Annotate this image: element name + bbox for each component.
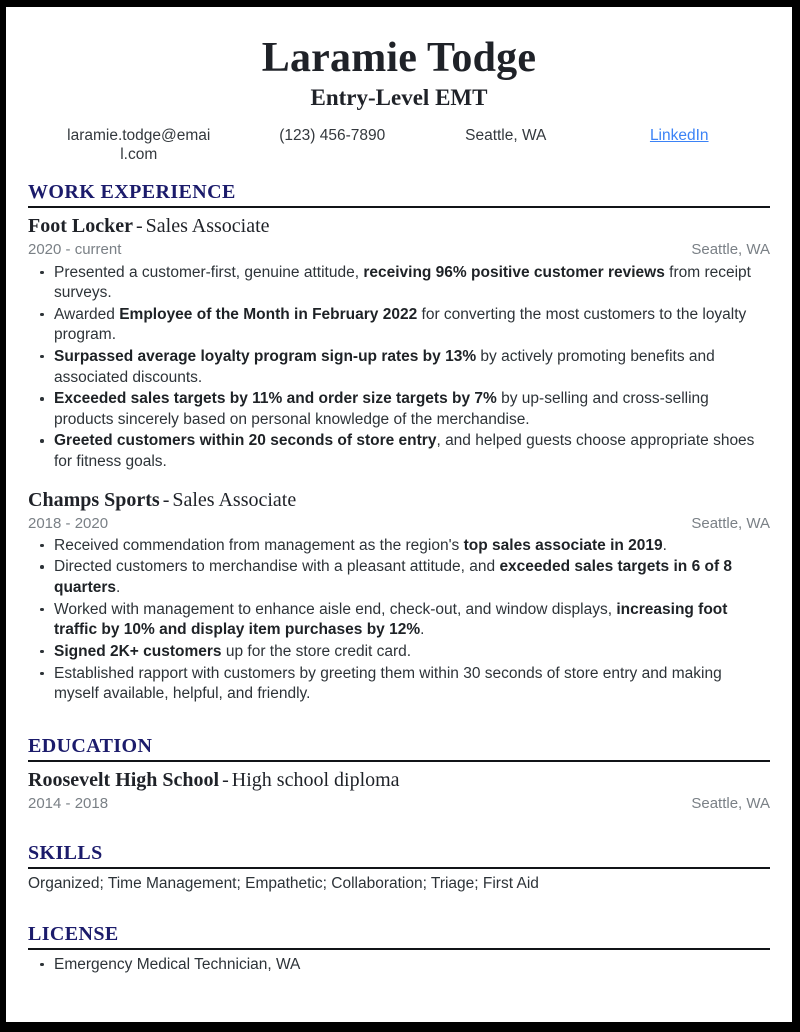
entry-separator: - (135, 215, 143, 238)
section-title-education: EDUCATION (28, 734, 153, 757)
list-item (28, 955, 770, 976)
contact-email[interactable]: laramie.todge@email.com (67, 126, 211, 164)
entry-heading (28, 213, 770, 239)
bullet-text: . (662, 536, 667, 554)
bullet-text: for converting the most customers to the loyalty program. (54, 305, 747, 344)
bullet-text: Directed customers to merchandise with a pleasant attitude, and (54, 558, 500, 576)
resume-entry (28, 767, 770, 814)
entry-dates: 2020 - current (28, 241, 122, 259)
linkedin-link[interactable]: LinkedIn (649, 126, 709, 144)
entry-role: Sales Associate (145, 215, 270, 238)
bullet-emphasis: Employee of the Month in February 2022 (119, 305, 418, 323)
section-title-work-experience: WORK EXPERIENCE (28, 181, 236, 204)
bullet-emphasis: receiving 96% positive customer reviews (363, 263, 665, 281)
list-item (28, 431, 770, 472)
license-bullet-list (28, 955, 770, 976)
section-title-skills: SKILLS (28, 842, 103, 864)
contact-link-cell (593, 126, 767, 146)
work-entry-list (28, 213, 770, 704)
entry-meta (28, 240, 770, 260)
entry-meta (28, 794, 770, 814)
bullet-text: Worked with management to enhance aisle end, check-out, and window displays, (54, 600, 617, 618)
section-work-experience (28, 181, 770, 704)
job-headline: Entry-Level EMT (310, 85, 488, 111)
bullet-text: from receipt surveys. (54, 263, 751, 302)
entry-heading (28, 487, 770, 513)
bullet-text: . (116, 579, 121, 597)
entry-organization: Champs Sports (28, 488, 160, 511)
bullet-emphasis: exceeded sales targets in 6 of 8 quarters (54, 558, 733, 597)
bullet-text: Awarded (54, 305, 120, 323)
bullet-emphasis: Greeted customers within 20 seconds of store entry (54, 432, 437, 450)
resume-header (28, 35, 770, 165)
entry-role: High school diploma (231, 768, 400, 791)
skills-list: Organized; Time Management; Empathetic; Collaboration; Triage; First Aid (28, 875, 539, 892)
section-title-license: LICENSE (28, 922, 119, 945)
bullet-text: by actively promoting benefits and associated discounts. (54, 347, 715, 386)
section-divider (28, 760, 770, 762)
list-item (28, 536, 770, 557)
resume-content (6, 7, 792, 976)
contact-phone[interactable]: (123) 456-7890 (279, 126, 386, 144)
resume-entry (28, 487, 770, 705)
bullet-text: Established rapport with customers by greeting them within 30 seconds of store entry and making myself available, helpful, and friendly. (54, 664, 722, 703)
list-item (28, 642, 770, 663)
bullet-text: Emergency Medical Technician, WA (54, 955, 301, 973)
section-education (28, 735, 770, 814)
entry-location: Seattle, WA (691, 794, 770, 812)
entry-role: Sales Associate (172, 488, 297, 511)
contact-location: Seattle, WA (465, 126, 547, 144)
list-item (28, 557, 770, 598)
bullet-text: , and helped guests choose appropriate shoes for fitness goals. (54, 432, 755, 471)
resume-page (6, 7, 792, 1022)
entry-heading (28, 767, 770, 793)
bullet-emphasis: Exceeded sales targets by 11% and order size targets by 7% (54, 390, 497, 408)
bullet-text: . (420, 621, 425, 639)
entry-meta (28, 514, 770, 534)
bullet-text: by up-selling and cross-selling products sincerely based on personal knowledge of the merchandise. (54, 390, 709, 428)
entry-separator: - (162, 488, 170, 511)
list-item (28, 347, 770, 388)
list-item (28, 600, 770, 641)
entry-location: Seattle, WA (691, 514, 770, 532)
entry-dates: 2018 - 2020 (28, 514, 109, 532)
bullet-text: up for the store credit card. (221, 642, 412, 660)
entry-bullet-list (28, 263, 770, 473)
section-license (28, 923, 770, 976)
bullet-emphasis: Signed 2K+ customers (54, 642, 222, 660)
section-skills (28, 842, 770, 895)
list-item (28, 389, 770, 430)
entry-organization: Roosevelt High School (28, 768, 220, 791)
list-item (28, 664, 770, 705)
contact-row (28, 126, 770, 166)
bullet-emphasis: Surpassed average loyalty program sign-up rates by 13% (54, 347, 477, 365)
entry-dates: 2014 - 2018 (28, 794, 109, 812)
entry-separator: - (222, 768, 229, 791)
list-item (28, 263, 770, 304)
resume-entry (28, 213, 770, 472)
bullet-text: Received commendation from management as the region's (54, 536, 464, 554)
entry-location: Seattle, WA (691, 241, 770, 259)
section-divider (28, 206, 770, 208)
bullet-emphasis: top sales associate in 2019 (463, 536, 663, 554)
entry-organization: Foot Locker (28, 215, 133, 238)
section-divider (28, 948, 770, 950)
education-entry-list (28, 767, 770, 814)
page-title: Laramie Todge (261, 35, 537, 81)
list-item (28, 305, 770, 346)
entry-bullet-list (28, 536, 770, 705)
bullet-emphasis: increasing foot traffic by 10% and display item purchases by 12% (54, 600, 728, 639)
bullet-text: Presented a customer-first, genuine attitude, (54, 263, 364, 281)
section-divider (28, 867, 770, 869)
